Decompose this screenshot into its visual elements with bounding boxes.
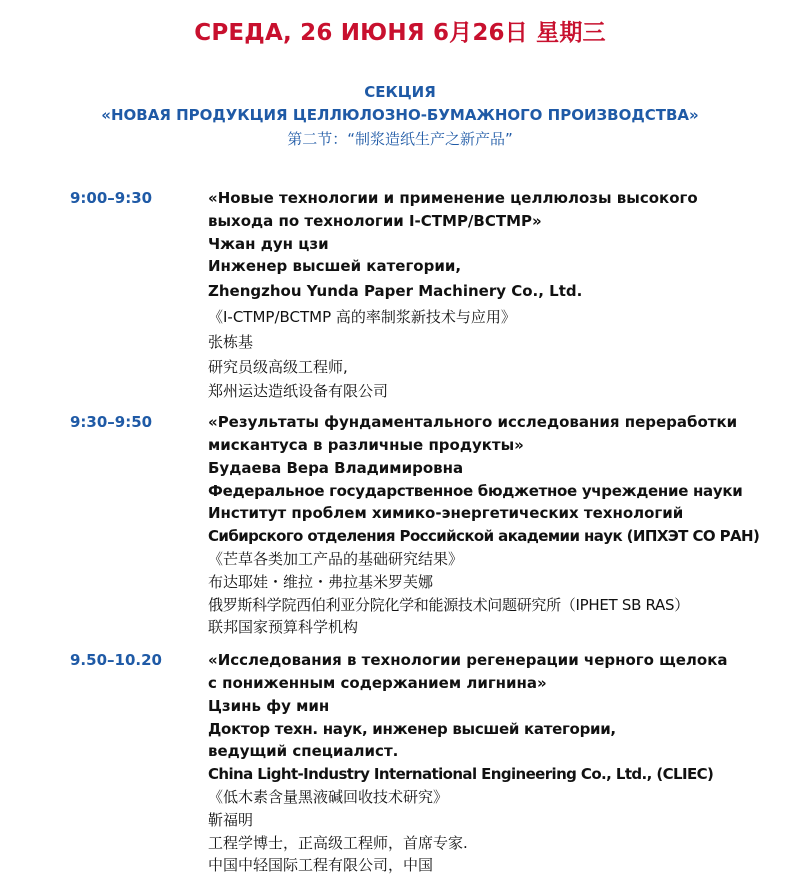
speaker-position: Доктор техн. наук, инженер высшей категории, bbox=[208, 719, 616, 738]
speaker-name: Цзинь фу мин bbox=[208, 696, 330, 715]
talk-title: мискантуса в различные продукты» bbox=[208, 435, 524, 454]
talk-title-cn: 《I-CTMP/BCTMP 高的率制浆新技术与应用》 bbox=[208, 307, 516, 326]
session-2 bbox=[0, 411, 800, 645]
talk-title: «Результаты фундаментального исследования переработки bbox=[208, 413, 738, 432]
speaker-organization: Сибирского отделения Российской академии наук (ИПХЭТ СО РАН) bbox=[208, 527, 760, 546]
speaker-company-cn: 中国中轻国际工程有限公司，中国 bbox=[208, 856, 434, 875]
section-title-cn: 第二节：“制浆造纸生产之新产品” bbox=[287, 130, 513, 148]
schedule bbox=[0, 187, 800, 883]
speaker-name-cn: 靳福明 bbox=[208, 810, 254, 829]
section-heading bbox=[0, 80, 800, 151]
speaker-name: Чжан дун цзи bbox=[208, 234, 329, 253]
session-time: 9.50–10.20 bbox=[70, 651, 162, 670]
talk-title: с пониженным содержанием лигнина» bbox=[208, 673, 547, 692]
speaker-name-cn: 布达耶娃・维拉・弗拉基米罗芙娜 bbox=[208, 572, 434, 591]
speaker-organization: Федеральное государственное бюджетное учреждение науки bbox=[208, 481, 743, 500]
speaker-organization-cn: 联邦国家预算科学机构 bbox=[208, 618, 359, 637]
section-label: СЕКЦИЯ bbox=[364, 83, 436, 101]
speaker-position: Инженер высшей категории, bbox=[208, 257, 462, 276]
speaker-company-cn: 郑州运达造纸设备有限公司 bbox=[208, 382, 389, 401]
speaker-organization: Институт проблем химико-энергетических технологий bbox=[208, 504, 684, 523]
talk-title: выхода по технологии I-CTMP/BCTMP» bbox=[208, 211, 542, 230]
talk-title-cn: 《低木素含量黑液碱回收技术研究》 bbox=[208, 787, 449, 806]
speaker-name: Будаева Вера Владимировна bbox=[208, 458, 464, 477]
session-time: 9:30–9:50 bbox=[70, 413, 153, 432]
session-3 bbox=[0, 649, 800, 883]
talk-title-cn: 《芒草各类加工产品的基础研究结果》 bbox=[208, 549, 464, 568]
talk-title: «Новые технологии и применение целлюлозы высокого bbox=[208, 189, 698, 207]
speaker-company: China Light-Industry International Engineering Co., Ltd., (CLIEC) bbox=[208, 765, 714, 784]
session-body bbox=[208, 649, 788, 877]
session-time: 9:00–9:30 bbox=[70, 189, 153, 207]
session-body bbox=[208, 411, 788, 639]
date-header: СРЕДА, 26 ИЮНЯ 6月26日 星期三 bbox=[194, 20, 606, 46]
talk-title: «Исследования в технологии регенерации черного щелока bbox=[208, 651, 728, 670]
section-title: «НОВАЯ ПРОДУКЦИЯ ЦЕЛЛЮЛОЗНО-БУМАЖНОГО ПРОИЗВОДСТВА» bbox=[101, 106, 699, 124]
session-1 bbox=[0, 187, 800, 409]
speaker-position: ведущий специалист. bbox=[208, 742, 399, 761]
speaker-organization-cn: 俄罗斯科学院西伯利亚分院化学和能源技术问题研究所（IPHET SB RAS） bbox=[208, 595, 689, 614]
speaker-name-cn: 张栋基 bbox=[208, 332, 254, 351]
speaker-company: Zhengzhou Yunda Paper Machinery Co., Ltd. bbox=[208, 282, 583, 301]
speaker-position-cn: 研究员级高级工程师, bbox=[208, 357, 348, 376]
session-body bbox=[208, 187, 788, 403]
speaker-position-cn: 工程学博士，正高级工程师，首席专家. bbox=[208, 833, 468, 852]
